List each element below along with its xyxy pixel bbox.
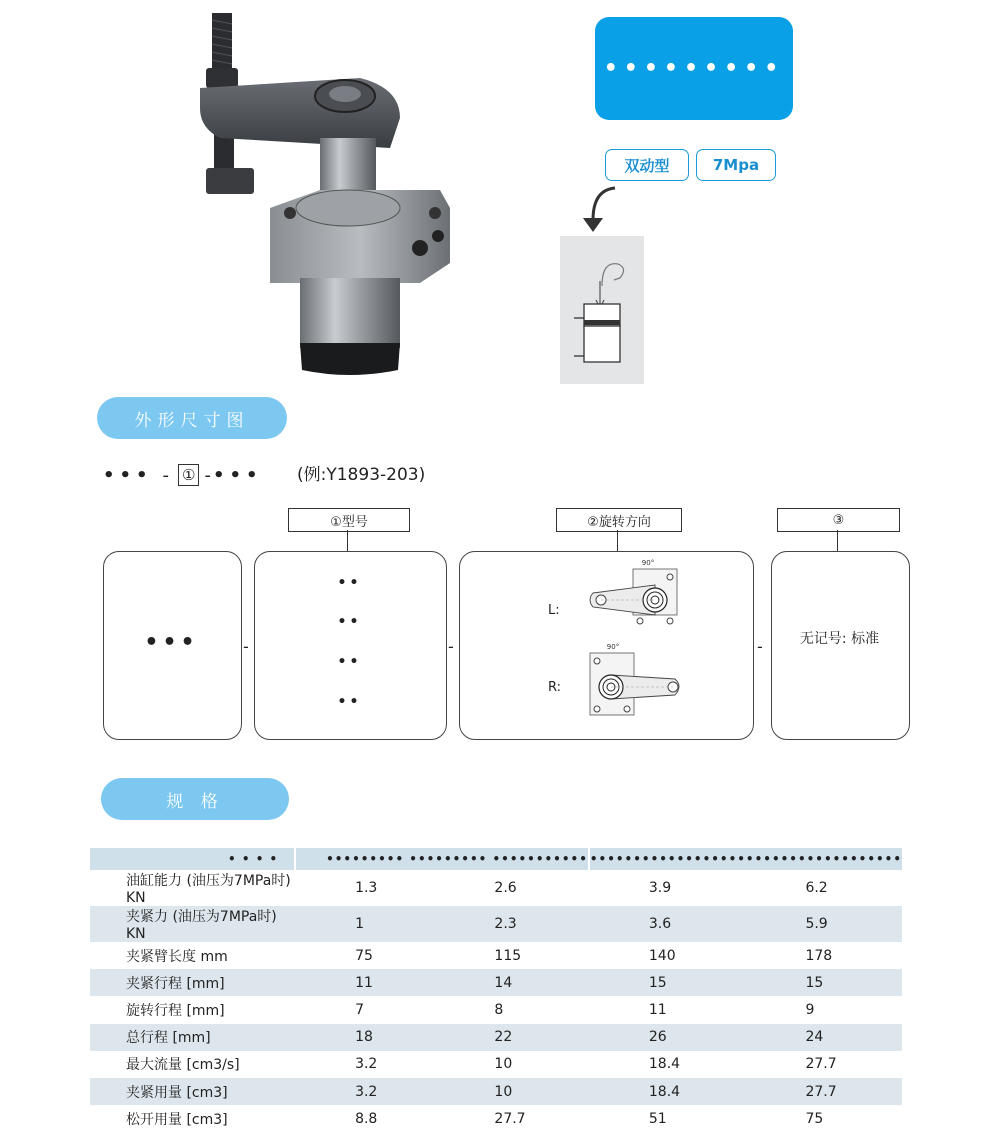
code-dash: - xyxy=(162,464,170,486)
direction-left-label: L: xyxy=(548,603,560,618)
table-header-row xyxy=(90,848,902,870)
table-row: 总行程 [mm] 18 22 26 24 xyxy=(90,1024,902,1051)
specs-section-header: 规 格 xyxy=(101,778,289,820)
connector-line xyxy=(347,530,348,551)
separator-dash: - xyxy=(448,637,454,656)
code-suffix: ••• xyxy=(212,464,263,486)
connector-line xyxy=(617,530,618,551)
table-row: 夹紧用量 [cm3] 3.2 10 18.4 27.7 xyxy=(90,1078,902,1105)
code-prefix: ••• xyxy=(103,464,153,486)
header-cell: • • • • xyxy=(90,848,295,870)
order-example: (例:Y1893-203) xyxy=(297,465,426,485)
separator-dash: - xyxy=(757,637,763,656)
angle-label: 90° xyxy=(606,643,620,651)
right-rotation-diagram xyxy=(585,641,685,721)
model-option: •• xyxy=(337,654,362,670)
direction-right-label: R: xyxy=(548,680,562,695)
table-row: 夹紧力 (油压为7MPa时) KN 1 2.3 3.6 5.9 xyxy=(90,906,902,942)
direction-label: ②旋转方向 xyxy=(556,508,682,532)
dimensions-section-header: 外形尺寸图 xyxy=(97,397,287,439)
spec-table xyxy=(90,848,902,1132)
curved-arrow-icon xyxy=(575,180,625,235)
code-dash: - xyxy=(204,464,211,486)
table-row: 旋转行程 [mm] 7 8 11 9 xyxy=(126,1001,815,1019)
angle-label: 90° xyxy=(641,559,655,567)
table-row: 油缸能力 (油压为7MPa时) KN 1.3 2.6 3.9 6.2 xyxy=(126,873,828,906)
standard-note: 无记号: 标准 xyxy=(799,631,880,647)
model-label: ①型号 xyxy=(288,508,410,532)
header-cell: ••••••••• ••••••••• ••••••••••• xyxy=(295,848,589,870)
hydraulic-symbol-icon xyxy=(560,236,644,384)
model-title-box: ••••••••• xyxy=(595,17,793,120)
double-acting-tag: 双动型 xyxy=(605,149,689,181)
order-code xyxy=(103,462,262,488)
table-row: 松开用量 [cm3] 8.8 27.7 51 75 xyxy=(126,1110,824,1128)
model-option: •• xyxy=(337,614,362,630)
table-row: 最大流量 [cm3/s] 3.2 10 18.4 27.7 xyxy=(126,1056,837,1074)
separator-dash: - xyxy=(243,637,249,656)
left-rotation-diagram xyxy=(585,557,680,632)
code-box: ① xyxy=(178,464,199,486)
swing-clamp-product-image xyxy=(180,8,470,383)
connector-line xyxy=(837,530,838,551)
series-code: ••• xyxy=(144,630,199,655)
model-option: •• xyxy=(337,575,362,591)
header-cell: •••••••••••••••••••••••••••••••••••• xyxy=(589,848,902,870)
option-label: ③ xyxy=(777,508,900,532)
table-row: 夹紧臂长度 mm 75 115 140 178 xyxy=(126,947,833,965)
model-option: •• xyxy=(337,694,362,710)
pressure-tag: 7Mpa xyxy=(696,149,776,181)
table-row: 夹紧行程 [mm] 11 14 15 15 xyxy=(90,969,902,996)
